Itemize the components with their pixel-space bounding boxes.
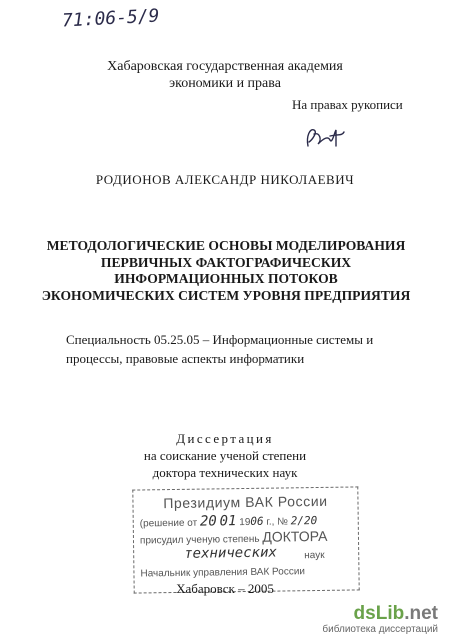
stamp-title: Президиум ВАК России (163, 492, 328, 512)
institution-line-1: Хабаровская государственная академия (107, 59, 343, 74)
dslib-logo (322, 604, 438, 624)
signature (300, 122, 350, 152)
institution-name (0, 58, 450, 92)
specialty-line-2: процессы, правовые аспекты информатики (66, 351, 305, 366)
specialty-line-1: Специальность 05.25.05 – Информационные системы и (66, 332, 374, 347)
vak-stamp (132, 486, 359, 593)
degree-line-1: на соискание ученой степени (143, 448, 307, 463)
stamp-field: технических (184, 544, 278, 562)
specialty (66, 330, 396, 368)
stamp-decision-prefix: (решение от (139, 517, 198, 530)
title-line-2: ПЕРВИЧНЫХ ФАКТОГРАФИЧЕСКИХ (100, 254, 352, 270)
stamp-degree: ДОКТОРА (262, 527, 328, 545)
dslib-logo-main: dsLib (353, 603, 405, 624)
stamp-year-prefix: 19 (239, 516, 251, 529)
stamp-head: Начальник управления ВАК России (140, 566, 306, 580)
title-line-4: ЭКОНОМИЧЕСКИХ СИСТЕМ УРОВНЯ ПРЕДПРИЯТИЯ (41, 287, 411, 303)
dslib-watermark (322, 604, 438, 635)
dissertation-block (0, 430, 450, 481)
rights-note: На правах рукописи (292, 97, 403, 112)
city-year: Хабаровск – 2005 (176, 581, 274, 596)
dslib-logo-tld: .net (404, 603, 438, 624)
title-line-3: ИНФОРМАЦИОННЫХ ПОТОКОВ (114, 271, 338, 286)
stamp-degree-prefix: присудил ученую степень (139, 533, 260, 547)
degree-line-2: доктора технических наук (152, 465, 298, 480)
stamp-day: 20 (199, 513, 217, 530)
author-name: РОДИОНОВ АЛЕКСАНДР НИКОЛАЕВИЧ (95, 172, 355, 187)
stamp-number-prefix: г., № (266, 516, 288, 528)
dissertation-title (40, 238, 412, 304)
stamp-field-suffix: наук (304, 549, 325, 562)
stamp-number: 2/20 (290, 514, 318, 528)
title-line-1: МЕТОДОЛОГИЧЕСКИЕ ОСНОВЫ МОДЕЛИРОВАНИЯ (46, 238, 406, 253)
stamp-year: 06 (250, 514, 264, 528)
archive-number: 71:06-5/9 (61, 5, 161, 32)
dissertation-word: Диссертация (176, 431, 274, 446)
stamp-month: 01 (219, 513, 237, 530)
dslib-tagline: библиотека диссертаций (322, 624, 438, 635)
stamp-degree-line (140, 528, 328, 547)
institution-line-2: экономики и права (169, 76, 281, 91)
